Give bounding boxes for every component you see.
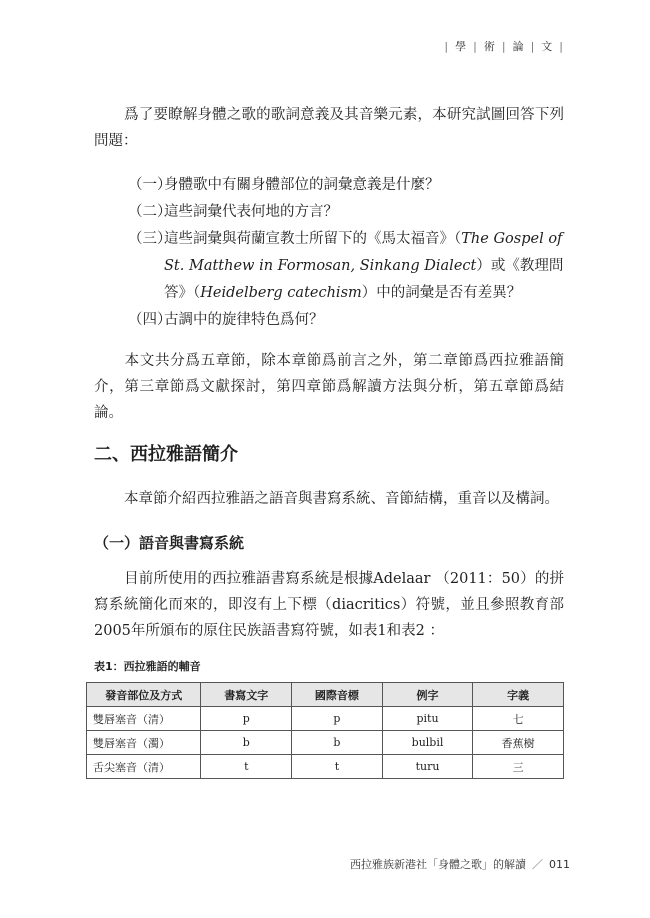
table-cell: bulbil [382, 731, 473, 755]
header-char: 文 [541, 40, 554, 53]
table-row [87, 707, 564, 731]
table-header-row [87, 683, 564, 707]
table-cell: p [292, 707, 383, 731]
table-cell: turu [382, 755, 473, 779]
list-item [128, 172, 568, 199]
list-number: （一） [128, 177, 172, 193]
table-cell: b [292, 731, 383, 755]
section-intro-text: 本章節介紹西拉雅語之語音與書寫系統、音節結構，重音以及構詞。 [124, 491, 559, 507]
intro-paragraph [94, 102, 564, 154]
list-item [128, 226, 568, 307]
list-text-part: ）中的詞彙是否有差異？ [361, 285, 522, 301]
gospel-title: The Gospel of St. Matthew in Formosan, Sinkang Dialect [164, 231, 563, 274]
section-intro-paragraph [94, 486, 564, 512]
list-number: （二） [128, 204, 172, 220]
header-char: 論 [512, 40, 525, 53]
column-header: 例字 [382, 683, 473, 707]
page-number: 011 [549, 858, 570, 871]
table-cell: pitu [382, 707, 473, 731]
subsection-heading: （一）語音與書寫系統 [94, 534, 245, 552]
list-text: 這些詞彙代表何地的方言？ [164, 204, 338, 220]
table-cell: 三 [473, 755, 564, 779]
list-number: （四） [128, 312, 172, 328]
list-text [164, 226, 568, 307]
column-header: 字義 [473, 683, 564, 707]
table-row [87, 731, 564, 755]
structure-paragraph [94, 348, 564, 426]
subsection-text: 目前所使用的西拉雅語書寫系統是根據Adelaar （2011：50）的拼寫系統簡化而來的，即沒有上下標（diacritics）符號，並且參照教育部2005年所頒布的原住民族語書寫符號，如表1和表2 ： [94, 571, 564, 639]
table-cell: t [292, 755, 383, 779]
intro-text: 爲了要瞭解身體之歌的歌詞意義及其音樂元素，本研究試圖回答下列問題： [94, 107, 564, 149]
table-row [87, 755, 564, 779]
table-cell: 雙唇塞音（濁） [87, 731, 201, 755]
list-text: 古調中的旋律特色爲何？ [164, 312, 324, 328]
column-header: 國際音標 [292, 683, 383, 707]
list-item [128, 199, 568, 226]
table-cell: 舌尖塞音（清） [87, 755, 201, 779]
list-item [128, 307, 568, 334]
table-caption: 表1：西拉雅語的輔音 [94, 660, 201, 673]
table-cell: t [201, 755, 292, 779]
list-text: 身體歌中有關身體部位的詞彙意義是什麼？ [164, 177, 440, 193]
table-cell: 雙唇塞音（清） [87, 707, 201, 731]
page-footer: 西拉雅族新港社「身體之歌」的解讀 ／ 011 [350, 858, 570, 871]
subsection-paragraph [94, 566, 564, 644]
header-char: 術 [483, 40, 496, 53]
list-number: （三） [128, 231, 172, 247]
table-cell: 七 [473, 707, 564, 731]
table-cell: b [201, 731, 292, 755]
catechism-title: Heidelberg catechism [200, 285, 362, 301]
research-questions [128, 172, 568, 334]
running-title: 西拉雅族新港社「身體之歌」的解讀 [350, 858, 526, 871]
structure-text: 本文共分爲五章節，除本章節爲前言之外，第二章節爲西拉雅語簡介，第三章節爲文獻探討，第四章節爲解讀方法與分析，第五章節爲結論。 [94, 353, 564, 421]
consonant-table [86, 682, 564, 779]
section-heading: 二、西拉雅語簡介 [94, 444, 238, 465]
header-category: | 學 | 術 | 論 | 文 | [444, 40, 564, 53]
header-char: 學 [455, 40, 468, 53]
list-text-part: ）或《教理問答》（ [164, 258, 564, 301]
column-header: 書寫文字 [201, 683, 292, 707]
list-text-part: 這些詞彙與荷蘭宣教士所留下的《馬太福音》（ [164, 231, 462, 247]
table-cell: 香蕉樹 [473, 731, 564, 755]
column-header: 發音部位及方式 [87, 683, 201, 707]
table-cell: p [201, 707, 292, 731]
